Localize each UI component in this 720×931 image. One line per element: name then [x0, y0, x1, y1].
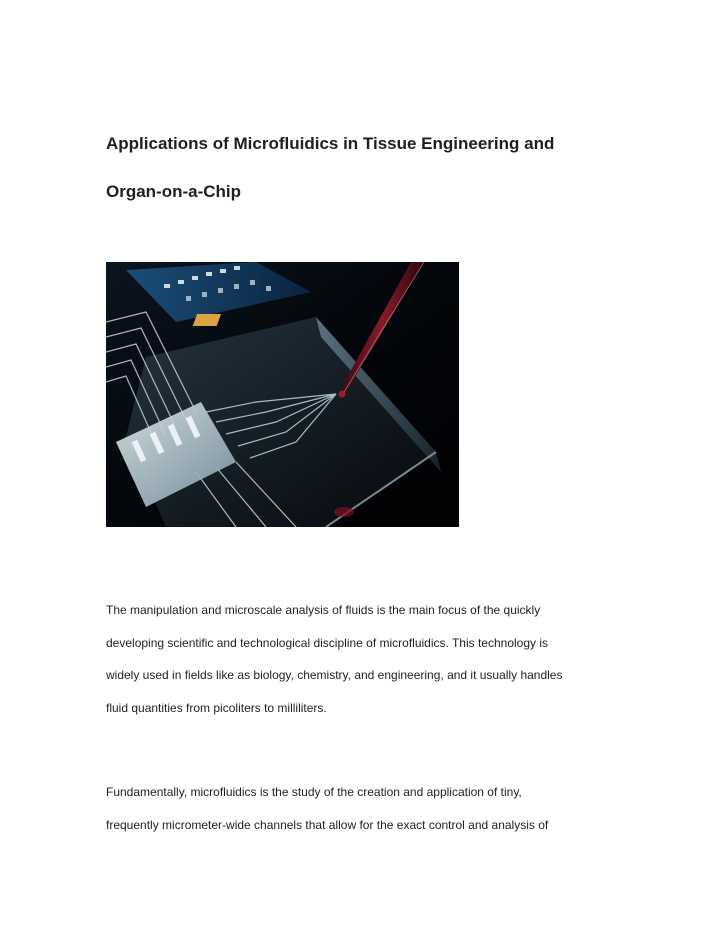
microfluidic-chip-photo [106, 262, 459, 527]
title-line: Applications of Microfluidics in Tissue Engineering and [106, 134, 555, 153]
page-title [106, 120, 666, 216]
paragraph-line: developing scientific and technological discipline of microfluidics. This technology is [106, 635, 549, 650]
title-line: Organ-on-a-Chip [106, 182, 242, 201]
paragraph-line: frequently micrometer-wide channels that allow for the exact control and analysis of [106, 817, 549, 832]
paragraph-line: widely used in fields like as biology, chemistry, and engineering, and it usually handles [106, 668, 563, 682]
paragraph-line: The manipulation and microscale analysis of fluids is the main focus of the quickly [106, 603, 541, 617]
body-paragraph [106, 776, 666, 841]
fluid-stain [334, 507, 354, 517]
body-paragraph [106, 594, 666, 724]
paragraph-line: Fundamentally, microfluidics is the study of the creation and application of tiny, [106, 785, 522, 799]
chip-illustration [106, 262, 459, 527]
fluid-droplet [339, 391, 346, 398]
paragraph-line: fluid quantities from picoliters to milliliters. [106, 700, 327, 715]
